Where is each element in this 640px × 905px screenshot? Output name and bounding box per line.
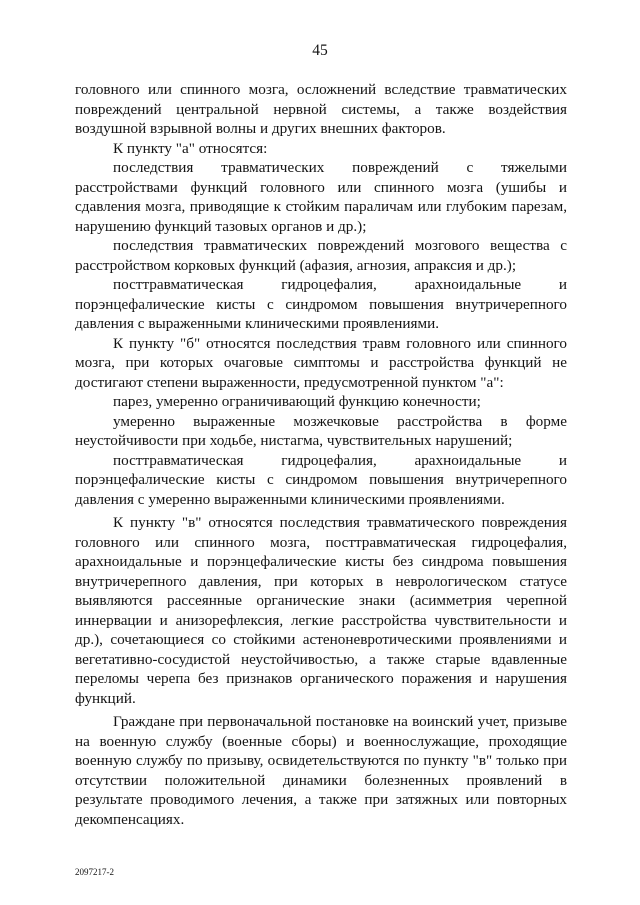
page-number: 45 [312,42,328,59]
paragraph-continuation: головного или спинного мозга, осложнений вследствие травматических повреждений центральной нервной системы, а также воздействия воздушной взрывной волны и других внешних факторов. [75,81,567,137]
paragraph-point-a-item-1: последствия травматических повреждений с тяжелыми расстройствами функций головного или спинного мозга (ушибы и сдавления мозга, приводящие к стойким параличам или глубоким парезам, нарушению функций тазовых органов и др.); [75,159,567,235]
paragraph-point-b-item-1: парез, умеренно ограничивающий функцию конечности; [113,393,481,410]
paragraph-point-a-heading: К пункту "а" относятся: [113,139,268,157]
paragraph-point-b-heading: К пункту "б" относятся последствия травм головного или спинного мозга, при которых очаговые симптомы и расстройства функций не достигают степени выраженности, предусмотренной пунктом "а": [75,334,567,391]
paragraph-point-b-item-2: умеренно выраженные мозжечковые расстройства в форме неустойчивости при ходьбе, нистагма, чувствительных нарушений; [75,412,567,449]
document-code: 2097217-2 [75,867,114,877]
paragraph-point-b-item-3: посттравматическая гидроцефалия, арахноидальные и порэнцефалические кисты с синдромом повышения внутричерепного давления с умеренно выраженными клиническими проявлениями. [75,451,567,508]
paragraph-point-a-item-3: посттравматическая гидроцефалия, арахноидальные и порэнцефалические кисты с синдромом повышения внутричерепного давления с выраженными клиническими проявлениями. [75,276,567,332]
document-body [75,80,567,829]
paragraph-point-v: К пункту "в" относятся последствия травматического повреждения головного или спинного мозга, посттравматическая гидроцефалия, арахноидальные и порэнцефалические кисты без синдрома повышения внутричерепного давления, при которых в неврологическом статусе выявляются рассеянные органические знаки (асимметрия черепной иннервации и анизорефлексия, легкие расстройства чувствительности и др.), сочетающиеся со стойкими астеноневротическими проявлениями и вегетативно-сосудистой неустойчивостью, а также старые вдавленные переломы черепа без признаков органического поражения и нарушения функций. [75,514,567,707]
paragraph-point-a-item-2: последствия травматических повреждений мозгового вещества с расстройством корковых функций (афазия, агнозия, апраксия и др.); [75,237,567,274]
paragraph-citizens: Граждане при первоначальной постановке на воинский учет, призыве на военную службу (военные сборы) и военнослужащие, проходящие военную службу по призыву, освидетельствуются по пункту "в" только при отсутствии положительной динамики болезненных проявлений в результате проводимого лечения, а также при затяжных или повторных декомпенсациях. [75,713,567,828]
